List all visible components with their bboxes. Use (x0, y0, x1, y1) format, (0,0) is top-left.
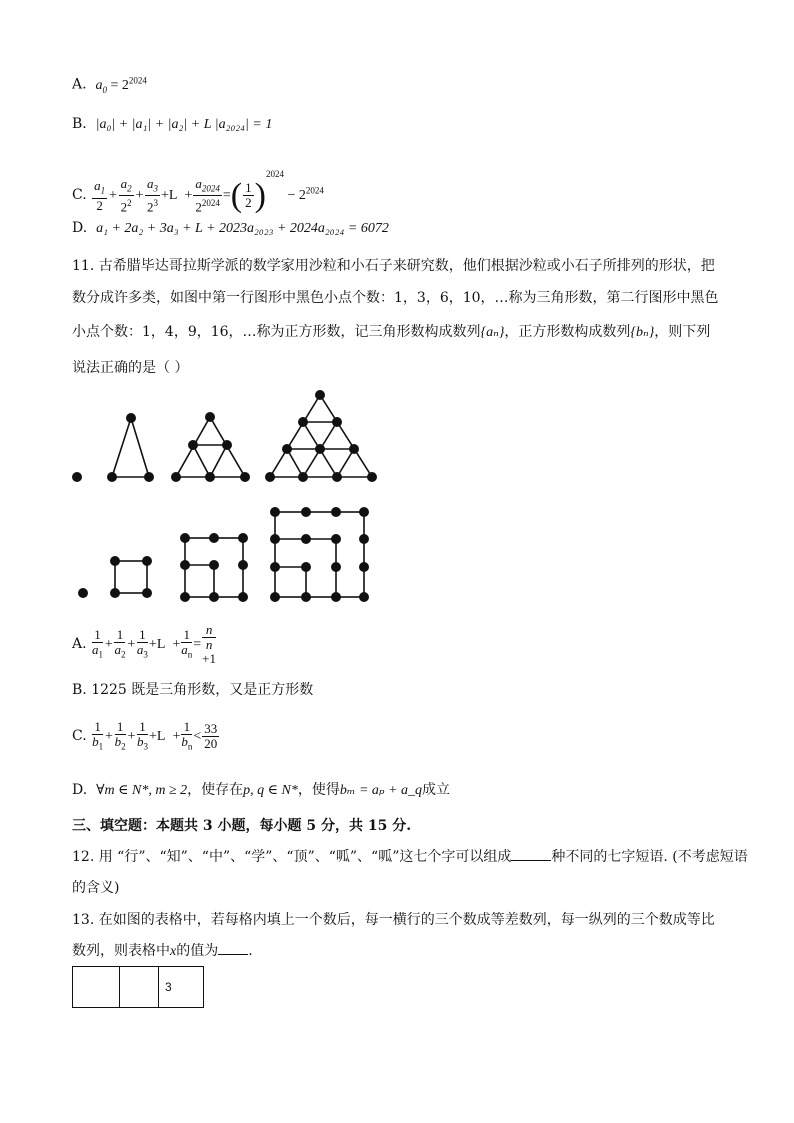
figurate-numbers-figure (60, 385, 390, 610)
triangle-10-outline (270, 395, 372, 477)
table-cell[interactable] (73, 967, 120, 1008)
square-lines (115, 512, 364, 597)
q10-option-a (72, 70, 147, 99)
q11-text-line4: 说法正确的是（ ） (72, 360, 189, 376)
text: 数列，则表格中 (72, 943, 170, 959)
option-label: B. (72, 116, 87, 132)
q13-table (72, 966, 204, 1008)
q11-option-d (72, 780, 450, 801)
option-c-expr: $\frac{a_1}{2}$ + $\frac{a_2}{2^2}$ + $\frac{a_3}{2^3}$ +L + $\frac{a_{2024}}{2^{2024}}$ =( $\frac{1}{2}$ )$^{2024} - 2^{2024}$ (94, 169, 324, 215)
q13-text-line1: 13. 在如图的表格中，若每格内填上一个数后，每一横行的三个数成等差数列，每一纵列的三个数成等比 (72, 912, 715, 928)
square-4-outline (115, 561, 147, 593)
option-a-expr: $a_0 = 2^{2024}$ (95, 75, 147, 95)
answer-blank[interactable] (218, 940, 248, 955)
text: 的值为 (176, 943, 219, 959)
text: ，正方形数构成数列 (504, 324, 631, 340)
sequence-a: {aₙ} (480, 325, 505, 340)
q11-text-line1: 11. 古希腊毕达哥拉斯学派的数学家用沙粒和小石子来研究数，他们根据沙粒或小石子所排列的形状，把 (72, 258, 715, 274)
option-label: D. (72, 220, 88, 236)
text: ，使得 (297, 782, 340, 798)
option-b-expr: |a₀| + |a₁| + |a₂| + L |a₂₀₂₄| = 1 (95, 117, 273, 132)
option-label: A. (72, 636, 87, 652)
triangle-6-outline (176, 417, 245, 477)
table-cell[interactable]: 3 (159, 967, 204, 1008)
text: 成立 (421, 782, 450, 798)
q11-option-b: B. 1225 既是三角形数，又是正方形数 (72, 682, 314, 698)
option-label: C. (72, 728, 87, 744)
variable-x: x (170, 944, 177, 959)
q13-text-line2 (72, 940, 253, 962)
q11-option-c (72, 714, 220, 758)
text: ，则下列 (654, 324, 711, 340)
option-c-expr: $\frac{1}{b_1}$ + $\frac{1}{b_2}$ + $\frac{1}{b_3}$ +L + $\frac{1}{b_n}$ < $\frac{33}{20}$ (92, 718, 218, 752)
text: 种不同的七字短语. (不考虑短语 (551, 849, 748, 865)
option-d-expr3: bₘ = aₚ + a_q (339, 783, 422, 798)
triangle-lines (112, 395, 372, 477)
option-label: D. (72, 782, 88, 798)
q10-option-c (72, 152, 324, 215)
sequence-b: {bₙ} (630, 325, 655, 340)
q12-text-line2: 的含义) (72, 880, 120, 896)
q11-text-line2: 数分成许多类，如图中第一行图形中黑色小点个数：1，3，6，10，…称为三角形数，第二行图形中黑色 (72, 290, 719, 306)
square-16-outline (275, 512, 364, 597)
text: . (248, 943, 253, 959)
text: 小点个数：1，4，9，16，…称为正方形数，记三角形数构成数列 (72, 324, 481, 340)
option-d-expr: a₁ + 2a₂ + 3a₃ + L + 2023a₂₀₂₃ + 2024a₂₀₂₄ = 6072 (96, 221, 389, 236)
option-a-expr: $\frac{1}{a_1}$ + $\frac{1}{a_2}$ + $\frac{1}{a_3}$ +L + $\frac{1}{a_n}$ = n n +1 (92, 622, 217, 667)
q10-option-d (72, 218, 389, 239)
option-d-expr1: ∀m ∈ N*, m ≥ 2 (96, 783, 188, 798)
text: ，使存在 (187, 782, 244, 798)
triangle-3-outline (112, 418, 149, 477)
text: 12. 用 “行”、“知”、“中”、“学”、“顶”、“呱”、“呱”这七个字可以组成 (72, 849, 512, 865)
square-dots (78, 507, 369, 602)
section-title: 三、填空题：本题共 3 小题，每小题 5 分，共 15 分. (72, 818, 412, 834)
q12-text-line1 (72, 846, 748, 867)
q10-option-b (72, 114, 272, 135)
table-row (73, 967, 204, 1008)
option-d-expr2: p, q ∈ N* (243, 783, 298, 798)
answer-blank[interactable] (511, 846, 551, 861)
option-label: A. (72, 76, 87, 93)
table-cell[interactable] (120, 967, 159, 1008)
q11-option-a (72, 622, 217, 666)
q11-text-line3 (72, 322, 710, 343)
option-label: C. (72, 187, 87, 203)
